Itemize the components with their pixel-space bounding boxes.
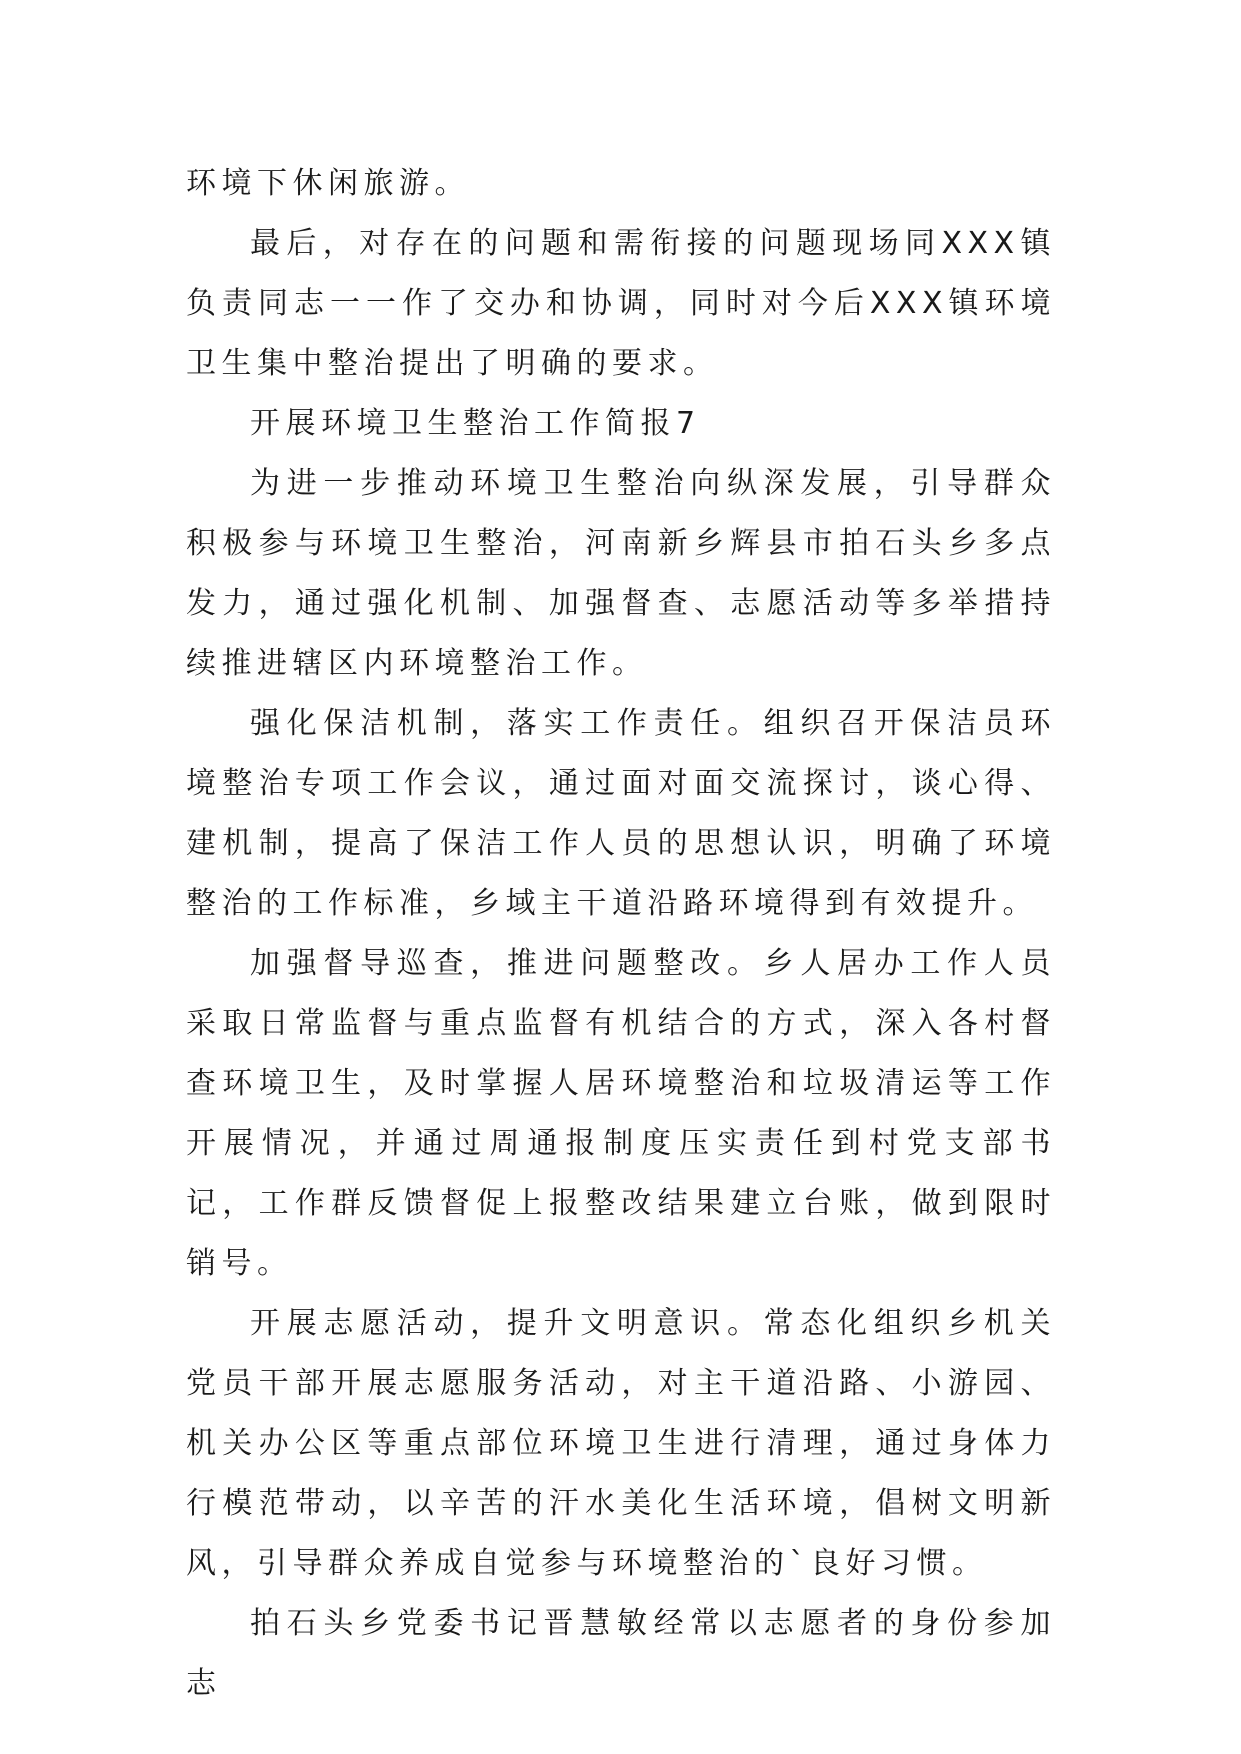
paragraph-volunteer-activities: 开展志愿活动，提升文明意识。常态化组织乡机关党员干部开展志愿服务活动，对主干道沿路、小游园、机关办公区等重点部位环境卫生进行清理，通过身体力行模范带动，以辛苦的汗水美化生活环境，倡树文明新风，引导群众养成自觉参与环境整治的`良好习惯。 (186, 1306, 1056, 1581)
document-body (186, 154, 1056, 1714)
paragraph-party-secretary: 拍石头乡党委书记晋慧敏经常以志愿者的身份参加志 (186, 1606, 1056, 1701)
paragraph-continuation: 环境下休闲旅游。 (186, 166, 470, 201)
section-heading: 开展环境卫生整治工作简报7 (250, 406, 701, 441)
paragraph-closing-remarks: 最后，对存在的问题和需衔接的问题现场同XXX镇负责同志一一作了交办和协调，同时对今后XXX镇环境卫生集中整治提出了明确的要求。 (186, 226, 1056, 381)
paragraph-supervision: 加强督导巡查，推进问题整改。乡人居办工作人员采取日常监督与重点监督有机结合的方式，深入各村督查环境卫生，及时掌握人居环境整治和垃圾清运等工作开展情况，并通过周通报制度压实责任到村党支部书记，工作群反馈督促上报整改结果建立台账，做到限时销号。 (186, 946, 1056, 1281)
paragraph-intro: 为进一步推动环境卫生整治向纵深发展，引导群众积极参与环境卫生整治，河南新乡辉县市拍石头乡多点发力，通过强化机制、加强督查、志愿活动等多举措持续推进辖区内环境整治工作。 (186, 466, 1056, 681)
paragraph-cleaning-mechanism: 强化保洁机制，落实工作责任。组织召开保洁员环境整治专项工作会议，通过面对面交流探讨，谈心得、建机制，提高了保洁工作人员的思想认识，明确了环境整治的工作标准，乡域主干道沿路环境得到有效提升。 (186, 706, 1056, 921)
